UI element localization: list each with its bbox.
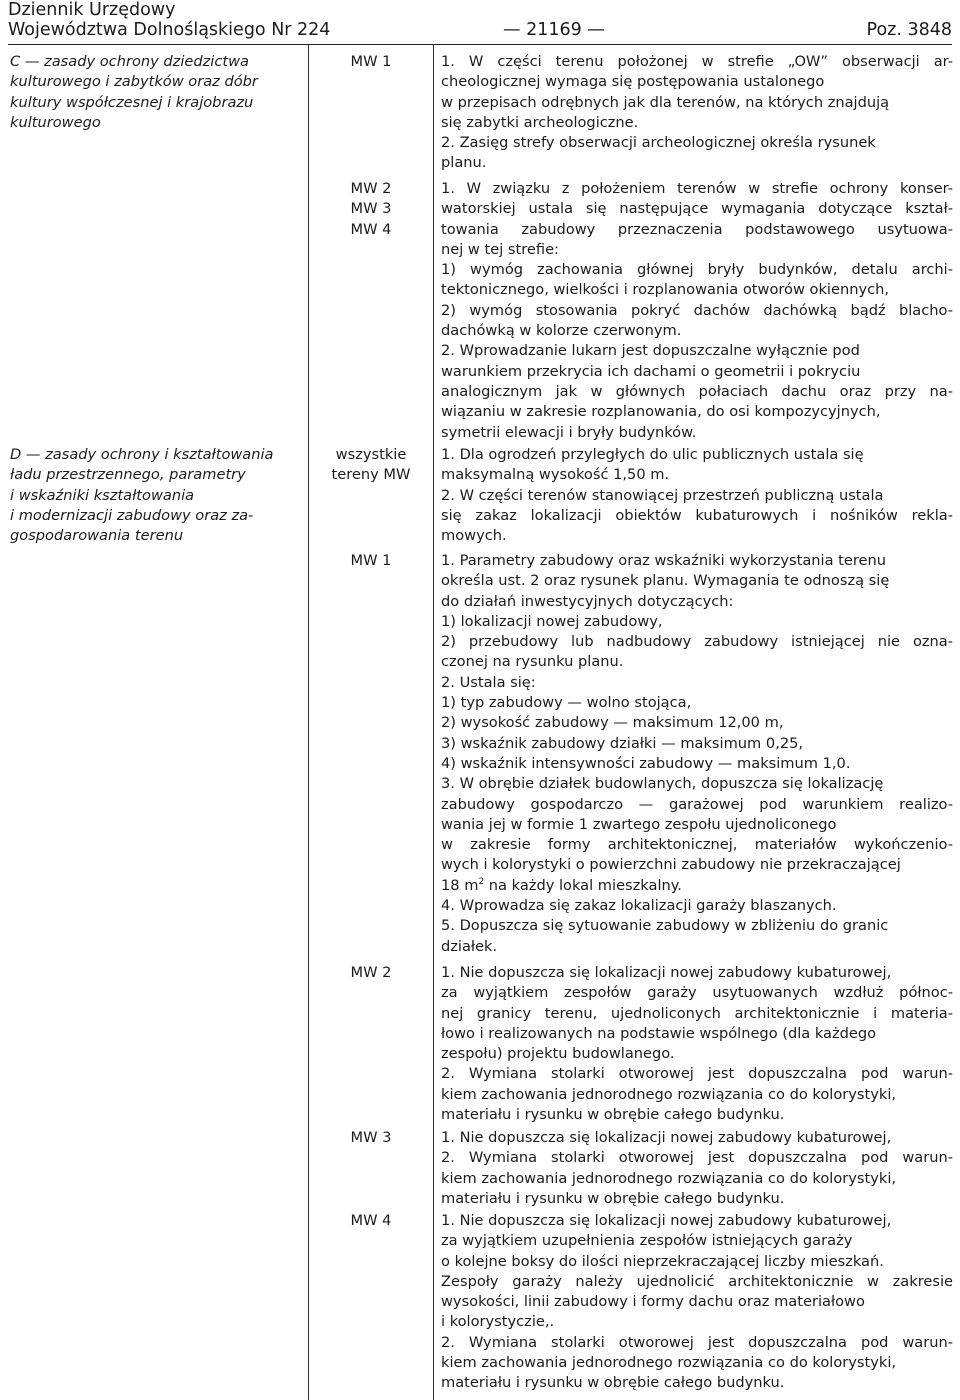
text-line: nej granicy terenu, ujednoliconych architektonicznie i materia- <box>441 1004 953 1022</box>
text-line: się zabytki archeologiczne. <box>441 113 639 131</box>
text-line: się zakaz lokalizacji obiektów kubaturowych i nośników rekla- <box>441 506 953 524</box>
text-line: 3. W obrębie działek budowlanych, dopuszcza się lokalizację <box>441 775 884 793</box>
journal-title: Dziennik Urzędowy <box>8 0 176 20</box>
text-line: mowych. <box>441 527 507 545</box>
text-line: 4. Wprowadza się zakaz lokalizacji garaży blaszanych. <box>441 897 837 915</box>
text-line: kiem zachowania jednorodnego rozwiązania co do kolorystyki, <box>441 1085 897 1103</box>
text-line: i wskaźniki kształtowania <box>10 486 195 504</box>
text-line: watorskiej ustala się następujące wymagania dotyczące kształ- <box>441 200 953 218</box>
text-line: 1. Nie dopuszcza się lokalizacji nowej zabudowy kubaturowej, <box>441 1212 892 1229</box>
terrain-label <box>316 1211 426 1231</box>
text-line: zespołu) projektu budowlanego. <box>441 1045 675 1063</box>
text-line: kiem zachowania jednorodnego rozwiązania co do kolorystyki, <box>441 1169 897 1187</box>
text-line: MW 1 <box>350 53 392 70</box>
text-line: Zespoły garaży należy ujednolicić architektonicznie w zakresie <box>441 1272 953 1290</box>
text-line: za wyjątkiem uzupełnienia zespołów istniejących garaży <box>441 1232 853 1250</box>
terrain-label <box>316 445 426 486</box>
text-line: 1. Nie dopuszcza się lokalizacji nowej zabudowy kubaturowej, <box>441 964 892 981</box>
section-c-heading <box>10 52 308 133</box>
provision-block <box>441 445 953 546</box>
text-line: wania jej w formie 1 zwartego zespołu ujednoliconego <box>441 815 837 833</box>
text-line: tereny MW <box>331 466 411 484</box>
text-line: MW 3 <box>350 1129 392 1146</box>
text-line: gospodarowania terenu <box>10 527 184 545</box>
text-line: ładu przestrzennego, parametry <box>10 466 246 484</box>
column-divider <box>433 45 434 1400</box>
journal-issue: Województwa Dolnośląskiego Nr 224 <box>8 20 331 40</box>
provision-block <box>441 1211 953 1394</box>
text-line: kiem zachowania jednorodnego rozwiązania co do kolorystyki, <box>441 1354 897 1372</box>
text-line: cheologicznej wymaga się postępowania ustalonego <box>441 73 825 91</box>
text-line: kulturowego <box>10 113 101 131</box>
text-line: planu. <box>441 154 487 172</box>
text-line: o kolejne boksy do ilości nieprzekraczającej liczby mieszkań. <box>441 1252 884 1270</box>
text-line: 1. W związku z położeniem terenów w strefie ochrony konser- <box>441 180 953 197</box>
text-line: za wyjątkiem zespołów garaży usytuowanych wzdłuż północ- <box>441 984 953 1002</box>
text-line: 1) wymóg zachowania głównej bryły budynków, detalu archi- <box>441 261 953 279</box>
text-line: nej w tej strefie: <box>441 240 559 258</box>
terrain-label <box>316 551 426 571</box>
text-line: MW 4 <box>350 1212 392 1229</box>
provision-block <box>441 1128 953 1209</box>
text-line: zabudowy gospodarczo — garażowej pod warunkiem realizo- <box>441 795 953 813</box>
text-line: C — zasady ochrony dziedzictwa <box>10 53 249 70</box>
text-line: symetrii elewacji i bryły budynków. <box>441 423 697 441</box>
position-number: Poz. 3848 <box>866 20 952 40</box>
text-line: 5. Dopuszcza się sytuowanie zabudowy w zbliżeniu do granic <box>441 917 889 935</box>
text-line: kulturowego i zabytków oraz dóbr <box>10 73 258 91</box>
text-line: tektonicznego, wielkości i rozplanowania otworów okiennych, <box>441 281 890 299</box>
text-line: wszystkie <box>335 446 407 463</box>
text-line: 3) wskaźnik zabudowy działki — maksimum 0,25, <box>441 734 804 752</box>
text-line: 2) wymóg stosowania pokryć dachów dachówką bądź blacho- <box>441 301 953 319</box>
text-line: 2. Wymiana stolarki otworowej jest dopuszczalna pod warun- <box>441 1149 953 1167</box>
text-line: towania zabudowy przeznaczenia podstawowego usytuowa- <box>441 220 953 238</box>
page-header <box>8 0 952 46</box>
text-line: MW 2 <box>350 180 392 197</box>
text-line: materiału i rysunku w obrębie całego budynku. <box>441 1189 785 1207</box>
text-line: kultury współczesnej i krajobrazu <box>10 93 254 111</box>
text-line: do działań inwestycyjnych dotyczących: <box>441 592 734 610</box>
area-exponent: 2 <box>478 876 485 887</box>
text-line: i kolorystyczie,. <box>441 1313 555 1331</box>
text-line: w przepisach odrębnych jak dla terenów, na których znajdują <box>441 93 890 111</box>
text-line: 2. Wprowadzanie lukarn jest dopuszczalne wyłącznie pod <box>441 342 860 360</box>
provision-block <box>441 551 953 957</box>
text-line: wiązaniu w zakresie rozplanowania, do osi kompozycyjnych, <box>441 403 881 421</box>
text-line: dachówką w kolorze czerwonym. <box>441 322 682 340</box>
terrain-label <box>316 1128 426 1148</box>
text-line: wysokości, linii zabudowy i formy dachu oraz materiałowo <box>441 1293 865 1311</box>
text-line: określa ust. 2 oraz rysunek planu. Wymagania te odnoszą się <box>441 572 890 590</box>
text-line: materiału i rysunku w obrębie całego budynku. <box>441 1106 785 1124</box>
text-line: 2. Wymiana stolarki otworowej jest dopuszczalna pod warun- <box>441 1333 953 1351</box>
text-line: 2. Wymiana stolarki otworowej jest dopuszczalna pod warun- <box>441 1065 953 1083</box>
text-line: 2. Zasięg strefy obserwacji archeologicznej określa rysunek <box>441 134 876 152</box>
text-line: MW 3 <box>350 200 392 218</box>
text-line: 4) wskaźnik intensywności zabudowy — maksimum 1,0. <box>441 754 851 772</box>
text-line: w zakresie formy architektonicznej, materiałów wykończenio- <box>441 836 953 854</box>
text-line: wych i kolorystyki o powierzchni zabudowy nie przekraczającej <box>441 856 901 874</box>
text-line: warunkiem przekrycia ich dachami o geometrii i pokryciu <box>441 362 861 380</box>
terrain-label <box>316 963 426 983</box>
text-line: 2. Ustala się: <box>441 673 536 691</box>
text-line: analogicznym jak w głównych połaciach dachu oraz przy na- <box>441 382 953 400</box>
text-line: czonej na rysunku planu. <box>441 653 624 671</box>
text-line: 2. W części terenów stanowiącej przestrzeń publiczną ustala <box>441 486 884 504</box>
provision-block <box>441 963 953 1125</box>
regulation-table <box>0 45 960 1400</box>
text-line: łowo i realizowanych na podstawie wspólnego (dla każdego <box>441 1024 877 1042</box>
text-line: 1) typ zabudowy — wolno stojąca, <box>441 694 692 712</box>
text-line: MW 4 <box>350 220 392 238</box>
text-line: MW 2 <box>350 964 392 981</box>
text-line: 1) lokalizacji nowej zabudowy, <box>441 612 663 630</box>
provision-block <box>441 179 953 443</box>
text-line: 2) wysokość zabudowy — maksimum 12,00 m, <box>441 714 784 732</box>
text-line: działek. <box>441 937 498 955</box>
terrain-label <box>316 179 426 240</box>
text-line: MW 1 <box>350 552 392 569</box>
text-line: maksymalną wysokość 1,50 m. <box>441 466 670 484</box>
terrain-label <box>316 52 426 72</box>
provision-block <box>441 52 953 174</box>
text-line: materiału i rysunku w obrębie całego budynku. <box>441 1374 785 1392</box>
column-divider <box>308 45 309 1400</box>
page-number: — 21169 — <box>503 20 605 40</box>
text-line: 1. Dla ogrodzeń przyległych do ulic publicznych ustala się <box>441 446 864 463</box>
text-line: D — zasady ochrony i kształtowania <box>10 446 274 463</box>
text-line: 2) przebudowy lub nadbudowy zabudowy istniejącej nie ozna- <box>441 633 953 651</box>
text-line: 1. Nie dopuszcza się lokalizacji nowej zabudowy kubaturowej, <box>441 1129 892 1146</box>
text-line: 1. Parametry zabudowy oraz wskaźniki wykorzystania terenu <box>441 552 887 569</box>
text-line: 1. W części terenu położonej w strefie „OW” obserwacji ar- <box>441 53 953 70</box>
section-d-heading <box>10 445 308 546</box>
area-value: 18 m <box>441 876 479 894</box>
text-line: i modernizacji zabudowy oraz za- <box>10 506 254 524</box>
area-suffix: na każdy lokal mieszkalny. <box>484 876 682 894</box>
area-line <box>441 876 953 896</box>
